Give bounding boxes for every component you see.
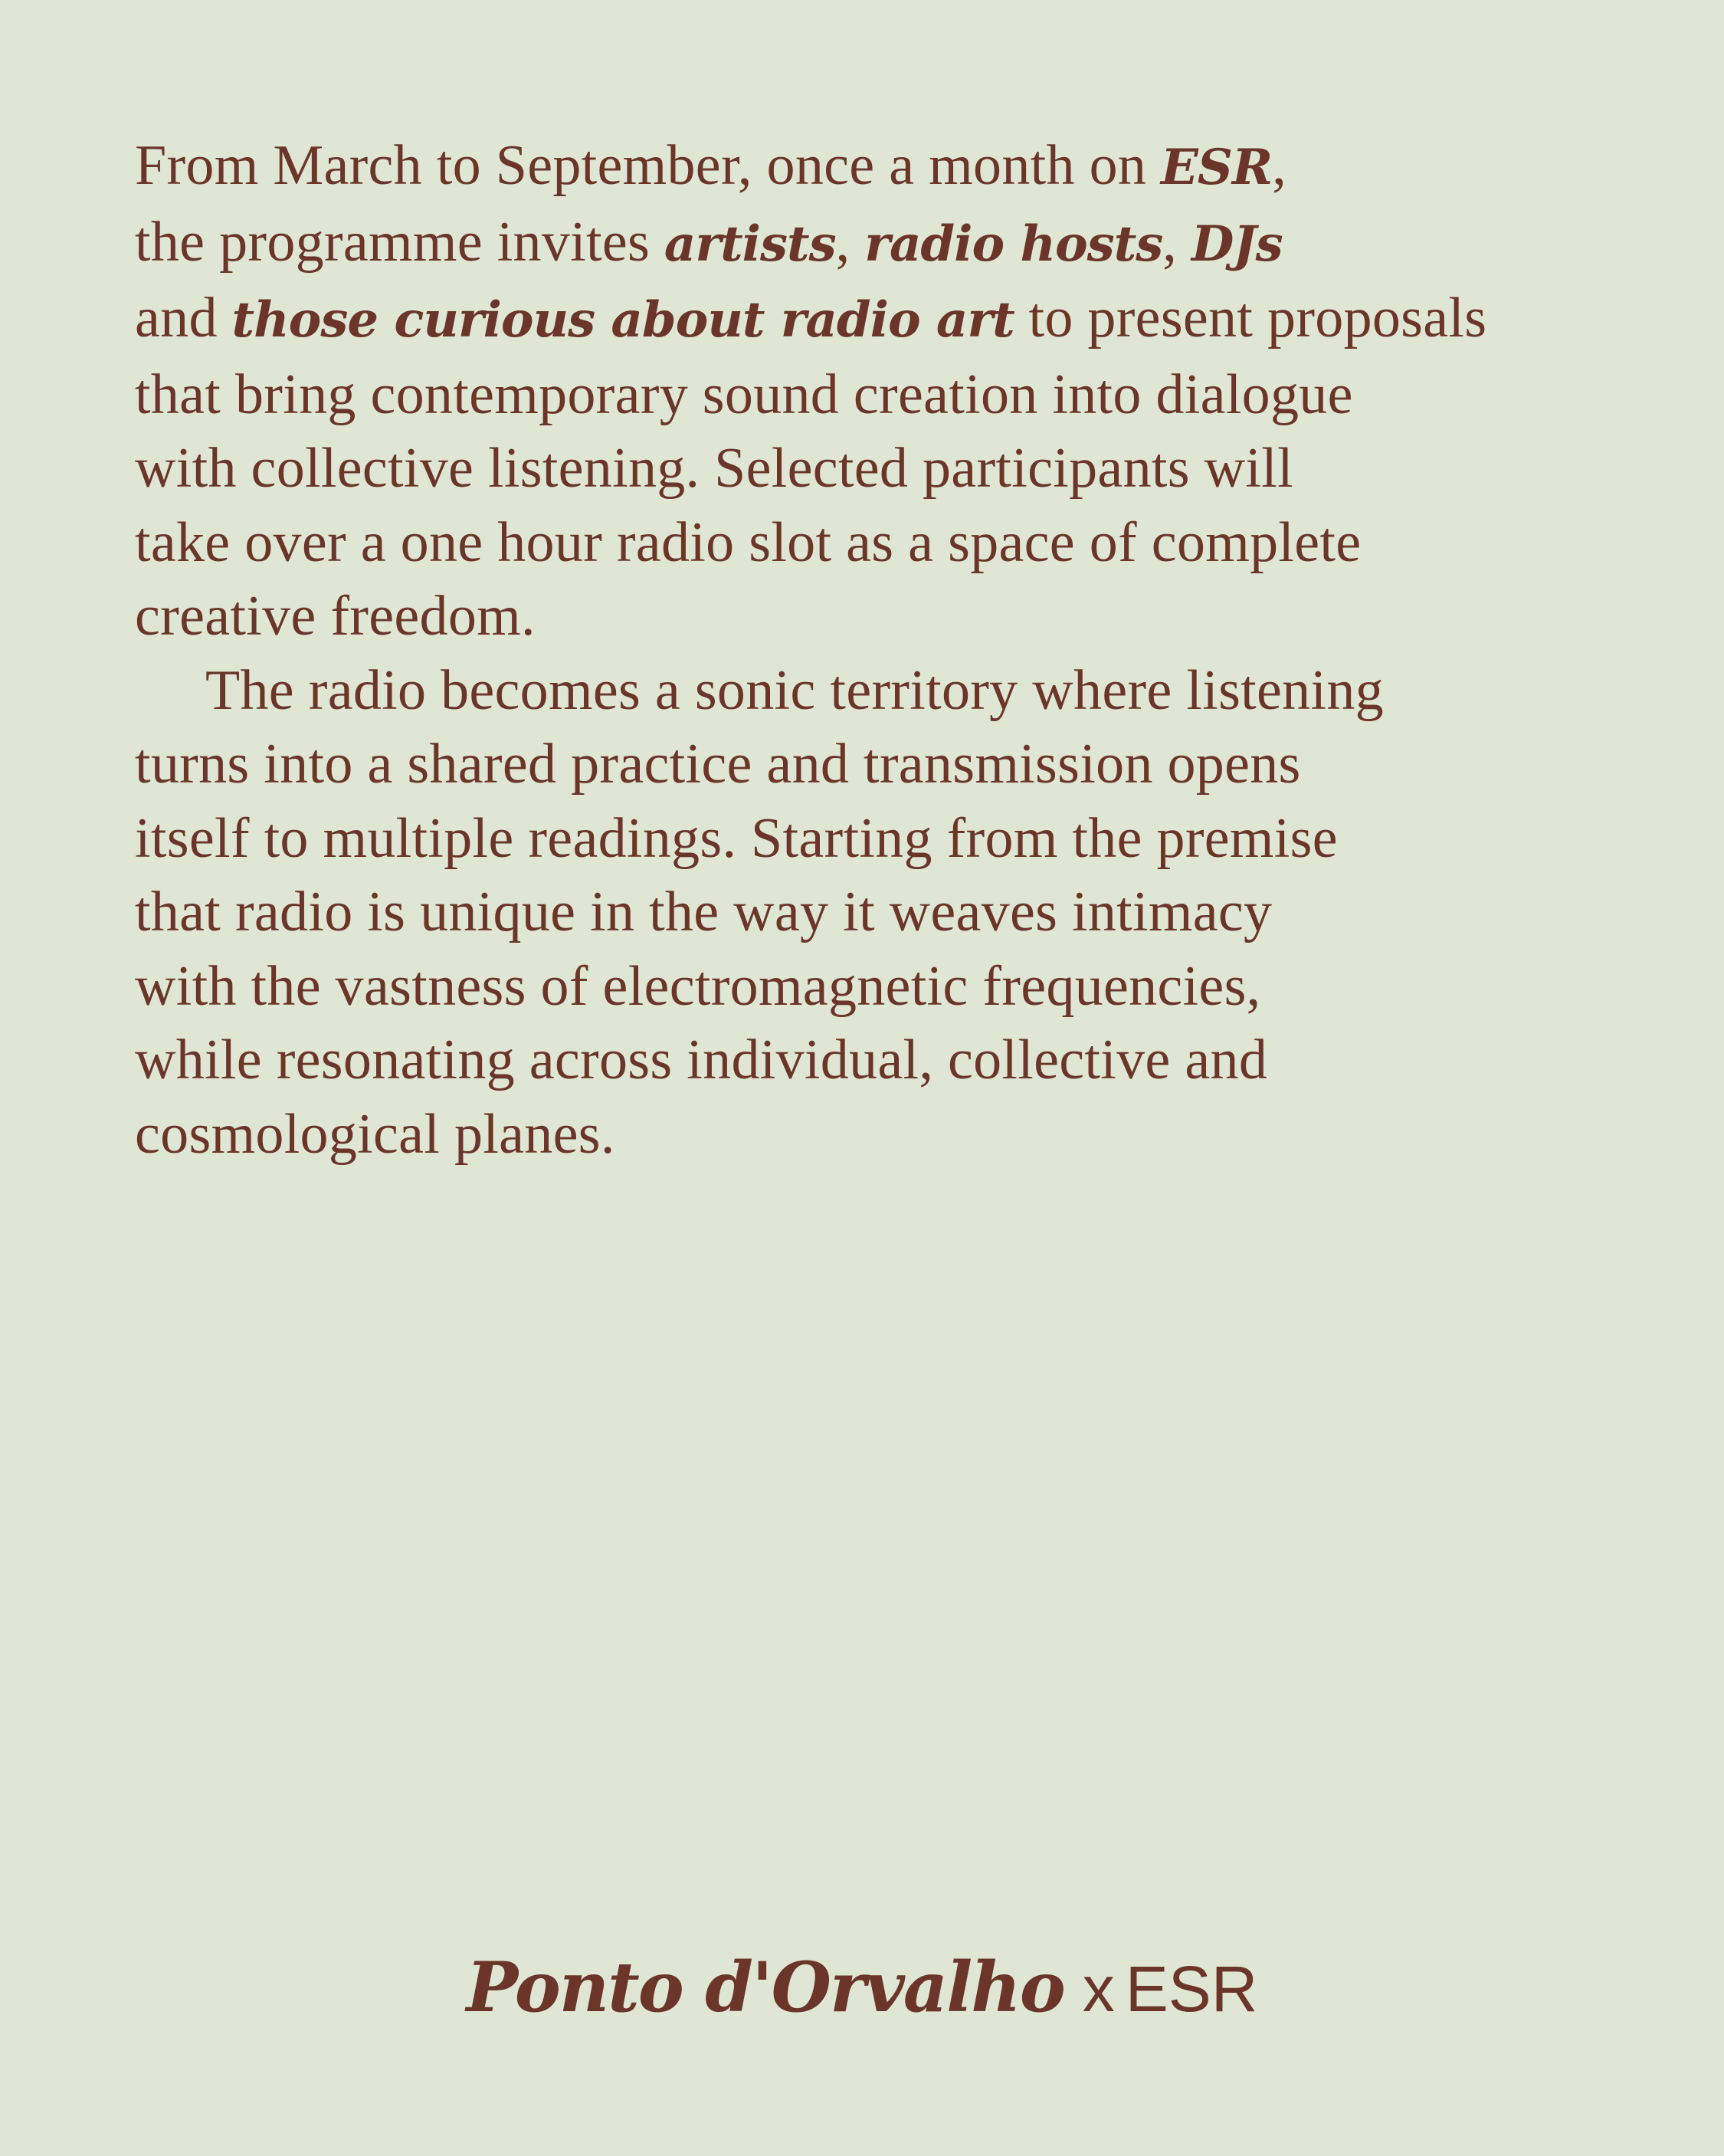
partner-name: ESR: [1125, 1953, 1258, 2025]
text-run: From March to September, once a month on: [135, 134, 1161, 197]
djs-emphasis: DJs: [1191, 215, 1283, 273]
text-run: ,: [1272, 134, 1286, 197]
text-line: creative freedom.: [135, 585, 536, 648]
text-line: with collective listening. Selected participants will: [135, 437, 1293, 500]
text-run: and: [135, 287, 232, 349]
text-run: to present proposals: [1014, 287, 1487, 349]
text-line: take over a one hour radio slot as a space of complete: [135, 510, 1362, 574]
curious-emphasis: those curious about radio art: [231, 291, 1014, 349]
text-line: with the vastness of electromagnetic frequencies,: [135, 954, 1261, 1018]
text-line: itself to multiple readings. Starting from the premise: [135, 806, 1338, 870]
text-line: [135, 281, 1637, 358]
footer-logo: [0, 1947, 1724, 2028]
text-line: The radio becomes a sonic territory where listening: [205, 658, 1384, 722]
esr-emphasis: ESR: [1161, 139, 1273, 196]
text-line: that radio is unique in the way it weaves intimacy: [135, 881, 1273, 943]
paragraph-intro: [135, 129, 1637, 654]
text-line: turns into a shared practice and transmission opens: [135, 733, 1301, 796]
text-run: the programme invites: [135, 210, 664, 274]
text-line: cosmological planes.: [135, 1102, 615, 1166]
body-text: [135, 129, 1637, 1171]
radio-hosts-emphasis: radio hosts: [864, 215, 1163, 273]
text-line: that bring contemporary sound creation into dialogue: [135, 363, 1353, 426]
text-line: [135, 129, 1637, 205]
brand-name: Ponto d'Orvalho: [466, 1947, 1064, 2028]
text-run: ,: [1162, 210, 1191, 274]
paragraph-radio: [135, 654, 1637, 1172]
artists-emphasis: artists: [664, 215, 836, 273]
text-line: [135, 205, 1637, 282]
text-run: ,: [835, 210, 865, 274]
text-line: while resonating across individual, collective and: [135, 1029, 1268, 1091]
collab-separator: x: [1082, 1953, 1115, 2025]
